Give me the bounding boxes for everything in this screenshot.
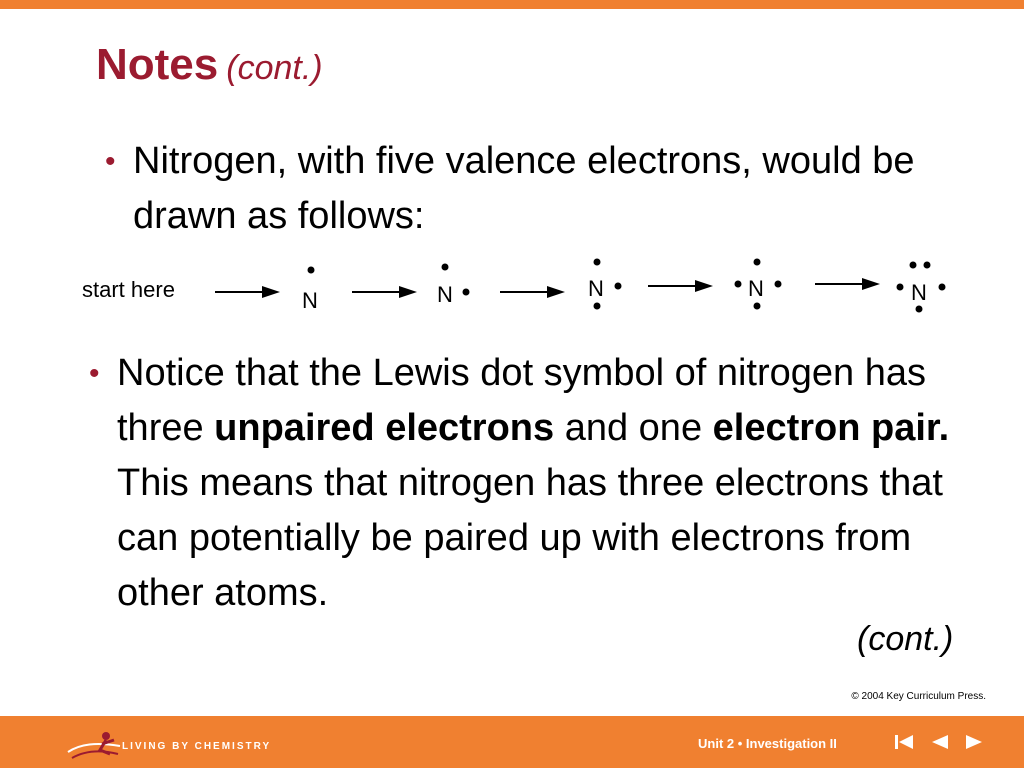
nitrogen-symbol-3: N — [588, 276, 604, 301]
bullet-dot: • — [105, 145, 116, 178]
top-accent-bar — [0, 0, 1024, 9]
bold-unpaired-electrons: unpaired electrons — [214, 407, 555, 449]
electron-dot — [775, 281, 782, 288]
first-slide-button[interactable] — [892, 731, 916, 753]
unit-label: Unit 2 • Investigation II — [698, 736, 837, 751]
page-title — [96, 40, 323, 90]
electron-dot — [594, 259, 601, 266]
arrow — [815, 278, 880, 290]
start-label: start here — [82, 277, 175, 302]
next-slide-icon — [962, 731, 986, 753]
electron-dot — [442, 264, 449, 271]
nitrogen-symbol-4: N — [748, 276, 764, 301]
electron-dot — [924, 262, 931, 269]
title-main: Notes — [96, 40, 219, 89]
bullet-lewis-notice — [89, 346, 987, 621]
nitrogen-symbol-2: N — [437, 282, 453, 307]
electron-dot — [615, 283, 622, 290]
electron-dot — [910, 262, 917, 269]
nitrogen-symbol-5: N — [911, 280, 927, 305]
bullet2-text-2: and one — [554, 407, 713, 449]
electron-dot — [916, 306, 923, 313]
nitrogen-symbol-1: N — [302, 288, 318, 313]
arrow — [352, 286, 417, 298]
copyright-text: © 2004 Key Curriculum Press. — [851, 691, 986, 702]
lewis-dot-diagram — [0, 250, 1024, 330]
bullet1-text: Nitrogen, with five valence electrons, would be drawn as follows: — [133, 140, 915, 237]
previous-slide-button[interactable] — [928, 731, 952, 753]
title-sub: (cont.) — [226, 49, 323, 87]
previous-slide-icon — [928, 731, 952, 753]
first-slide-icon — [892, 731, 916, 753]
arrow — [215, 286, 280, 298]
continued-label: (cont.) — [857, 620, 954, 658]
living-by-chemistry-logo-icon — [66, 728, 124, 762]
electron-dot — [754, 259, 761, 266]
electron-dot — [897, 284, 904, 291]
electron-dot — [939, 284, 946, 291]
electron-dot — [308, 267, 315, 274]
bullet-dot: • — [89, 357, 100, 390]
electron-dot — [735, 281, 742, 288]
electron-dot — [754, 303, 761, 310]
arrow — [500, 286, 565, 298]
bold-electron-pair: electron pair. — [712, 407, 950, 449]
arrow — [648, 280, 713, 292]
electron-dot — [594, 303, 601, 310]
bullet-nitrogen-valence — [105, 134, 933, 244]
electron-dot — [463, 289, 470, 296]
bullet2-text-3: This means that nitrogen has three electrons that can potentially be paired up with electrons from other atoms. — [117, 462, 943, 614]
brand-name: LIVING BY CHEMISTRY — [122, 741, 272, 752]
bullet2-text-1: Notice that the Lewis dot symbol of nitrogen has three — [117, 352, 927, 449]
next-slide-button[interactable] — [962, 731, 986, 753]
footer-bar — [0, 716, 1024, 768]
